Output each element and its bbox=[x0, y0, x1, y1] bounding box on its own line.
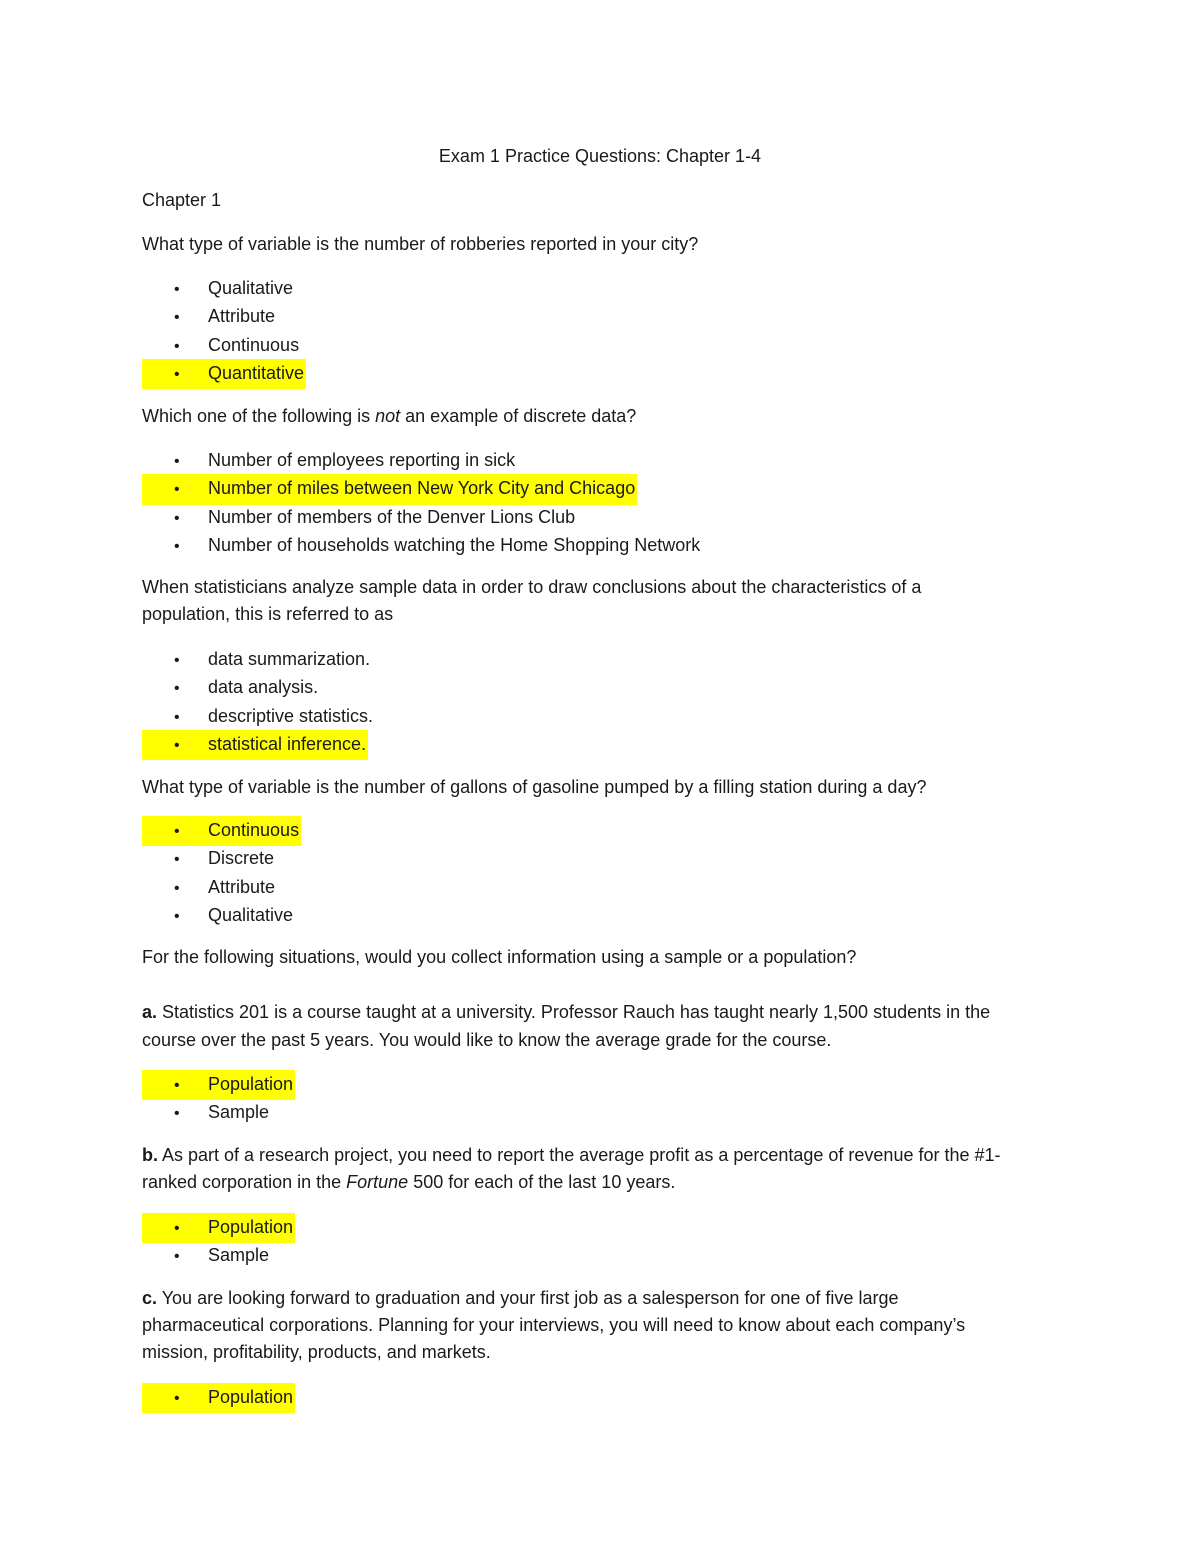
bullet-icon: • bbox=[174, 337, 180, 355]
question-3-line-2: population, this is referred to as bbox=[142, 604, 394, 624]
bullet-icon: • bbox=[174, 281, 180, 298]
option: • Attribute bbox=[142, 873, 301, 901]
situation-c-line-2: pharmaceutical corporations. Planning for your interviews, you will need to know about each company’s bbox=[142, 1315, 966, 1335]
question-1-options bbox=[142, 274, 306, 387]
bullet-icon: • bbox=[174, 309, 180, 327]
bullet-icon: • bbox=[174, 708, 180, 726]
option: • Attribute bbox=[142, 302, 306, 330]
bullet-icon: • bbox=[174, 851, 180, 869]
bullet-icon: • bbox=[174, 481, 180, 499]
bullet-icon: • bbox=[174, 1248, 180, 1266]
situation-c-line-3: mission, profitability, products, and markets. bbox=[142, 1342, 491, 1362]
situation-a-line-2: course over the past 5 years. You would like to know the average grade for the course. bbox=[142, 1030, 832, 1050]
question-5-text: For the following situations, would you collect information using a sample or a population? bbox=[142, 947, 857, 967]
option-highlighted-answer: • Number of miles between New York City and Chicago bbox=[142, 474, 702, 502]
question-3-options bbox=[142, 645, 375, 758]
option: • data summarization. bbox=[142, 645, 375, 673]
option: • Number of employees reporting in sick bbox=[142, 446, 702, 474]
bullet-icon: • bbox=[174, 537, 180, 555]
option: • data analysis. bbox=[142, 673, 375, 701]
bullet-icon: • bbox=[174, 680, 180, 698]
situation-b-line-2: ranked corporation in the Fortune 500 for each of the last 10 years. bbox=[142, 1172, 676, 1192]
bullet-icon: • bbox=[174, 823, 180, 840]
option: • Sample bbox=[142, 1241, 295, 1269]
bullet-icon: • bbox=[174, 453, 180, 470]
option: • Sample bbox=[142, 1098, 295, 1126]
option: • descriptive statistics. bbox=[142, 702, 375, 730]
situation-b-line-1: b. As part of a research project, you need to report the average profit as a percentage of revenue for the #1- bbox=[142, 1145, 1001, 1165]
bullet-icon: • bbox=[174, 879, 180, 897]
situation-a-line-1: a. Statistics 201 is a course taught at a university. Professor Rauch has taught nearly 1,500 students in the bbox=[142, 1002, 991, 1022]
option-highlighted-answer: • Population bbox=[142, 1213, 295, 1241]
bullet-icon: • bbox=[174, 736, 180, 754]
document-title: Exam 1 Practice Questions: Chapter 1-4 bbox=[438, 146, 762, 166]
bullet-icon: • bbox=[174, 1220, 180, 1237]
situation-a-options bbox=[142, 1070, 295, 1127]
bullet-icon: • bbox=[174, 509, 180, 527]
bullet-icon: • bbox=[174, 1105, 180, 1123]
question-4-options bbox=[142, 816, 301, 929]
situation-c-options bbox=[142, 1383, 295, 1411]
situation-b-options bbox=[142, 1213, 295, 1270]
question-1-text: What type of variable is the number of robberies reported in your city? bbox=[142, 234, 699, 254]
option-highlighted-answer: • Population bbox=[142, 1070, 295, 1098]
bullet-icon: • bbox=[174, 365, 180, 383]
option-highlighted-answer: • statistical inference. bbox=[142, 730, 375, 758]
option: • Qualitative bbox=[142, 274, 306, 302]
bullet-icon: • bbox=[174, 1390, 180, 1407]
option-highlighted-answer: • Continuous bbox=[142, 816, 301, 844]
option-highlighted-answer: • Population bbox=[142, 1383, 295, 1411]
option: • Number of households watching the Home Shopping Network bbox=[142, 531, 702, 559]
bullet-icon: • bbox=[174, 652, 180, 669]
question-4-text: What type of variable is the number of gallons of gasoline pumped by a filling station during a day? bbox=[142, 777, 927, 797]
bullet-icon: • bbox=[174, 1077, 180, 1094]
question-2-text: Which one of the following is not an example of discrete data? bbox=[142, 406, 637, 426]
bullet-icon: • bbox=[174, 907, 180, 925]
question-3-line-1: When statisticians analyze sample data in order to draw conclusions about the characteristics of a bbox=[142, 577, 922, 597]
option: • Continuous bbox=[142, 331, 306, 359]
option: • Number of members of the Denver Lions Club bbox=[142, 503, 702, 531]
question-2-options bbox=[142, 446, 702, 559]
option-highlighted-answer: • Quantitative bbox=[142, 359, 306, 387]
option: • Discrete bbox=[142, 844, 301, 872]
option: • Qualitative bbox=[142, 901, 301, 929]
chapter-heading: Chapter 1 bbox=[142, 190, 222, 210]
situation-c-line-1: c. You are looking forward to graduation and your first job as a salesperson for one of five large bbox=[142, 1288, 899, 1308]
